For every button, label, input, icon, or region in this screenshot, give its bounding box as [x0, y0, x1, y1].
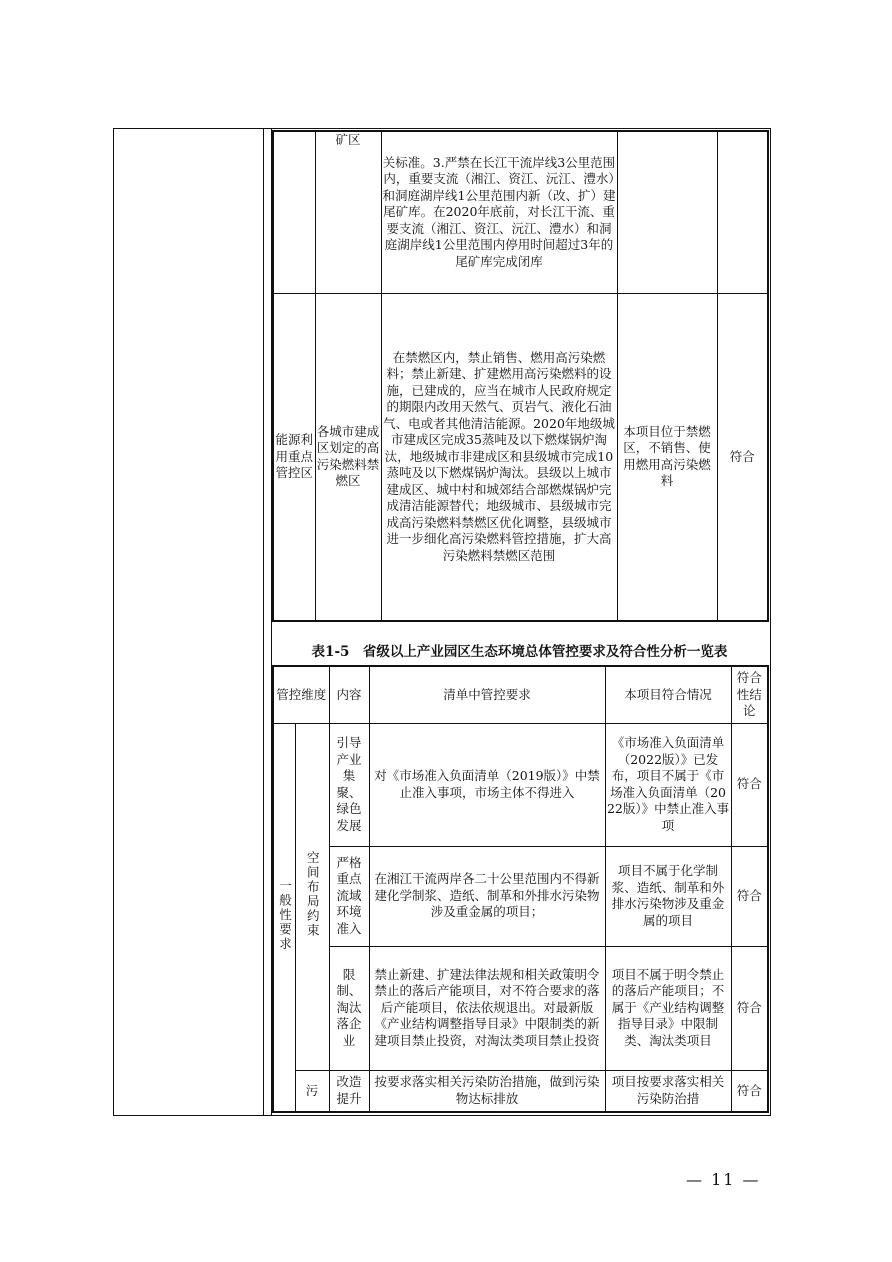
cell-requirement: 在湘江干流两岸各二十公里范围内不得新建化学制浆、造纸、制革和外排水污染物涉及重金属的项目； [369, 846, 605, 946]
table-1-5 [272, 665, 769, 1113]
header-dimension: 管控维度 [273, 666, 329, 723]
inner-column [264, 129, 272, 1115]
cell-category: 能源利用重点管控区 [273, 293, 315, 621]
cell-zone: 矿区 [315, 131, 381, 293]
table-row [273, 723, 768, 846]
cell-requirement: 关标准。3.严禁在长江干流岸线3公里范围内，重要支流（湘江、资江、沅江、澧水）和洞庭湖岸线1公里范围内新（改、扩）建尾矿库。在2020年底前，对长江干流、重要支流（湘江、资江、沅江、澧水）和洞庭湖岸线1公里范围内停用时间超过3年的尾矿库完成闭库 [381, 131, 617, 293]
table-row [273, 946, 768, 1070]
cell-status: 本项目位于禁燃区，不销售、使用燃用高污染燃料 [617, 293, 717, 621]
cell-status: 项目不属于化学制浆、造纸、制革和外排水污染物涉及重金属的项目 [605, 846, 731, 946]
cell-result: 符合 [717, 293, 768, 621]
cell-status [617, 131, 717, 293]
left-column [114, 129, 264, 1115]
cell-content: 限制、淘汰落企业 [329, 946, 369, 1070]
table-row-mining [273, 131, 768, 293]
cell-requirement: 对《市场准入负面清单（2019版）》中禁止准入事项，市场主体不得进入 [369, 723, 605, 846]
cell-result: 符合 [731, 946, 768, 1070]
cell-zone: 各城市建成区划定的高污染燃料禁燃区 [315, 293, 381, 621]
table-row [273, 1070, 768, 1112]
cell-result: 符合 [731, 723, 768, 846]
cell-content: 严格重点流域环境准入 [329, 846, 369, 946]
cell-result: 符合 [731, 1070, 768, 1112]
header-content: 内容 [329, 666, 369, 723]
page-number: — 11 — [686, 1170, 761, 1189]
cell-status: 项目不属于明令禁止的落后产能项目；不属于《产业结构调整指导目录》中限制类、淘汰类项目 [605, 946, 731, 1070]
table-1-4-continued [272, 130, 769, 622]
cell-empty [273, 131, 315, 293]
table-row-energy [273, 293, 768, 621]
header-status: 本项目符合情况 [605, 666, 731, 723]
header-result: 符合性结论 [731, 666, 768, 723]
cell-status: 《市场准入负面清单（2022版）》已发布，项目不属于《市场准入负面清单（2022版）》中禁止准入事项 [605, 723, 731, 846]
table-row [273, 846, 768, 946]
cell-result [717, 131, 768, 293]
cell-requirement: 按要求落实相关污染防治措施，做到污染物达标排放 [369, 1070, 605, 1112]
cell-group-spatial: 空间布局约束 [295, 723, 329, 1070]
cell-content: 引导产业集聚、绿色发展 [329, 723, 369, 846]
cell-content: 改造提升 [329, 1070, 369, 1112]
cell-requirement: 在禁燃区内，禁止销售、燃用高污染燃料；禁止新建、扩建燃用高污染燃料的设施，已建成的，应当在城市人民政府规定的期限内改用天然气、页岩气、液化石油气、电或者其他清洁能源。2020年地级城市建成区完成35蒸吨及以下燃煤锅炉淘汰，地级城市非建成区和县级城市完成10蒸吨及以下燃煤锅炉淘汰。县级以上城市建成区、城中村和城郊结合部燃煤锅炉完成清洁能源替代；地级城市、县级城市完成高污染燃料禁燃区优化调整，县级城市进一步细化高污染燃料管控措施，扩大高污染燃料禁燃区范围 [381, 293, 617, 621]
header-requirement: 清单中管控要求 [369, 666, 605, 723]
table-caption: 表1-5 省级以上产业园区生态环境总体管控要求及符合性分析一览表 [311, 644, 728, 660]
cell-group-pollution: 污 [295, 1070, 329, 1112]
cell-group-general: 一般性要求 [273, 723, 295, 1112]
cell-status: 项目按要求落实相关污染防治措 [605, 1070, 731, 1112]
cell-requirement: 禁止新建、扩建法律法规和相关政策明令禁止的落后产能项目，对不符合要求的落后产能项目，依法依规退出。对最新版《产业结构调整指导目录》中限制类的新建项目禁止投资，对淘汰类项目禁止投资 [369, 946, 605, 1070]
table-header-row [273, 666, 768, 723]
cell-result: 符合 [731, 846, 768, 946]
